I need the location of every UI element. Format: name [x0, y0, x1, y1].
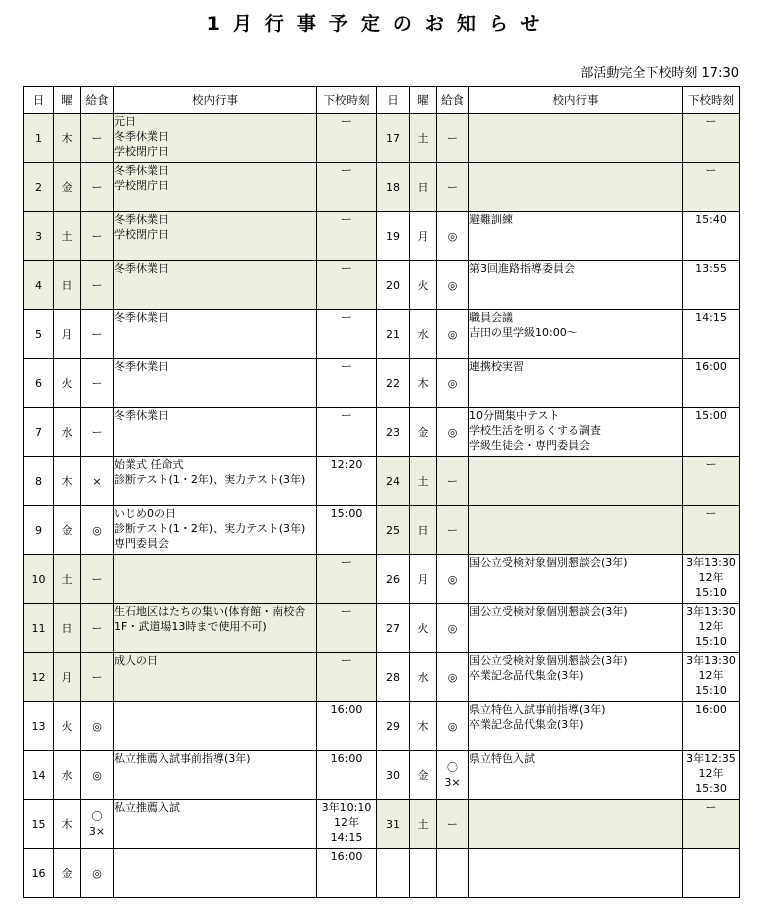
schedule-table: [23, 86, 740, 898]
day-cell: 11: [24, 604, 54, 653]
weekday-cell: 土: [410, 457, 437, 506]
day-cell: 22: [377, 359, 410, 408]
lunch-cell: ◎: [437, 653, 469, 702]
dismissal-time-cell: ー: [317, 555, 377, 604]
weekday-cell: 土: [54, 212, 81, 261]
day-cell: 29: [377, 702, 410, 751]
event-cell: 国公立受検対象個別懇談会(3年): [469, 604, 683, 653]
weekday-cell: 木: [410, 702, 437, 751]
header-lunch: 給食: [437, 87, 469, 114]
table-row: [24, 457, 740, 506]
header-dismissal: 下校時刻: [683, 87, 740, 114]
event-cell: [114, 702, 317, 751]
day-cell: 17: [377, 114, 410, 163]
weekday-cell: 土: [410, 800, 437, 849]
header-weekday: 曜: [54, 87, 81, 114]
event-cell: 県立特色入試: [469, 751, 683, 800]
table-row: [24, 212, 740, 261]
event-cell: 県立特色入試事前指導(3年) 卒業記念品代集金(3年): [469, 702, 683, 751]
table-row: [24, 408, 740, 457]
event-cell: 国公立受検対象個別懇談会(3年): [469, 555, 683, 604]
table-row: [24, 604, 740, 653]
table-row: [24, 653, 740, 702]
header-event: 校内行事: [469, 87, 683, 114]
table-row: [24, 751, 740, 800]
table-row: [24, 261, 740, 310]
header-event: 校内行事: [114, 87, 317, 114]
weekday-cell: 水: [54, 408, 81, 457]
dismissal-time-cell: 16:00: [317, 849, 377, 898]
weekday-cell: 月: [410, 212, 437, 261]
weekday-cell: 月: [54, 310, 81, 359]
event-cell: [469, 849, 683, 898]
weekday-cell: 土: [410, 114, 437, 163]
event-cell: [469, 506, 683, 555]
event-cell: 始業式 任命式 診断テスト(1・2年)、実力テスト(3年): [114, 457, 317, 506]
lunch-cell: ◎: [81, 751, 114, 800]
event-cell: 第3回進路指導委員会: [469, 261, 683, 310]
event-cell: 避難訓練: [469, 212, 683, 261]
weekday-cell: 水: [410, 653, 437, 702]
weekday-cell: 木: [54, 114, 81, 163]
dismissal-time-cell: ー: [317, 163, 377, 212]
dismissal-time-cell: ー: [317, 653, 377, 702]
lunch-cell: ー: [81, 261, 114, 310]
dismissal-time-cell: 16:00: [683, 359, 740, 408]
dismissal-time-cell: 15:00: [683, 408, 740, 457]
dismissal-time-cell: ー: [683, 163, 740, 212]
weekday-cell: 金: [410, 751, 437, 800]
event-cell: 私立推薦入試事前指導(3年): [114, 751, 317, 800]
event-cell: 10分間集中テスト 学校生活を明るくする調査 学級生徒会・専門委員会: [469, 408, 683, 457]
header-dismissal: 下校時刻: [317, 87, 377, 114]
lunch-cell: ー: [81, 653, 114, 702]
day-cell: 21: [377, 310, 410, 359]
lunch-cell: ー: [81, 408, 114, 457]
dismissal-time-cell: 16:00: [317, 751, 377, 800]
lunch-cell: ×: [81, 457, 114, 506]
weekday-cell: [410, 849, 437, 898]
day-cell: 14: [24, 751, 54, 800]
event-cell: [469, 457, 683, 506]
event-cell: [469, 800, 683, 849]
day-cell: 1: [24, 114, 54, 163]
header-day: 日: [24, 87, 54, 114]
event-cell: [469, 163, 683, 212]
weekday-cell: 木: [410, 359, 437, 408]
weekday-cell: 月: [54, 653, 81, 702]
lunch-cell: 〇 3×: [81, 800, 114, 849]
day-cell: 2: [24, 163, 54, 212]
dismissal-time-cell: 15:00: [317, 506, 377, 555]
table-row: [24, 506, 740, 555]
page-title: 1月行事予定のお知らせ: [206, 13, 553, 35]
lunch-cell: ◎: [81, 849, 114, 898]
dismissal-time-cell: ー: [317, 604, 377, 653]
table-row: [24, 702, 740, 751]
weekday-cell: 土: [54, 555, 81, 604]
dismissal-time-cell: 16:00: [683, 702, 740, 751]
event-cell: 冬季休業日 学校閉庁日: [114, 163, 317, 212]
day-cell: 28: [377, 653, 410, 702]
table-row: [24, 849, 740, 898]
day-cell: 12: [24, 653, 54, 702]
day-cell: 25: [377, 506, 410, 555]
event-cell: 元日 冬季休業日 学校閉庁日: [114, 114, 317, 163]
weekday-cell: 水: [410, 310, 437, 359]
table-row: [24, 114, 740, 163]
event-cell: 連携校実習: [469, 359, 683, 408]
dismissal-time-cell: 3年13:30 12年 15:10: [683, 555, 740, 604]
dismissal-time-cell: ー: [317, 359, 377, 408]
lunch-cell: ー: [437, 800, 469, 849]
weekday-cell: 月: [410, 555, 437, 604]
day-cell: 20: [377, 261, 410, 310]
weekday-cell: 金: [54, 506, 81, 555]
lunch-cell: ◎: [437, 359, 469, 408]
event-cell: [469, 114, 683, 163]
lunch-cell: ◎: [81, 702, 114, 751]
dismissal-time-cell: 12:20: [317, 457, 377, 506]
dismissal-time-cell: ー: [317, 261, 377, 310]
day-cell: 7: [24, 408, 54, 457]
dismissal-time-cell: 3年13:30 12年 15:10: [683, 653, 740, 702]
lunch-cell: [437, 849, 469, 898]
lunch-cell: ー: [437, 457, 469, 506]
lunch-cell: ◎: [437, 261, 469, 310]
day-cell: [377, 849, 410, 898]
weekday-cell: 火: [54, 702, 81, 751]
table-row: [24, 163, 740, 212]
dismissal-time-cell: ー: [683, 114, 740, 163]
lunch-cell: ー: [81, 114, 114, 163]
day-cell: 4: [24, 261, 54, 310]
club-dismissal-note: 部活動完全下校時刻 17:30: [580, 66, 739, 81]
event-cell: 国公立受検対象個別懇談会(3年) 卒業記念品代集金(3年): [469, 653, 683, 702]
dismissal-time-cell: 14:15: [683, 310, 740, 359]
weekday-cell: 火: [410, 604, 437, 653]
weekday-cell: 火: [410, 261, 437, 310]
lunch-cell: ー: [81, 604, 114, 653]
weekday-cell: 水: [54, 751, 81, 800]
day-cell: 9: [24, 506, 54, 555]
day-cell: 19: [377, 212, 410, 261]
day-cell: 26: [377, 555, 410, 604]
table-row: [24, 800, 740, 849]
event-cell: いじめ0の日 診断テスト(1・2年)、実力テスト(3年) 専門委員会: [114, 506, 317, 555]
weekday-cell: 金: [54, 163, 81, 212]
lunch-cell: ー: [81, 555, 114, 604]
dismissal-time-cell: 15:40: [683, 212, 740, 261]
event-cell: 冬季休業日: [114, 408, 317, 457]
day-cell: 13: [24, 702, 54, 751]
day-cell: 30: [377, 751, 410, 800]
dismissal-time-cell: 3年10:10 12年 14:15: [317, 800, 377, 849]
day-cell: 18: [377, 163, 410, 212]
day-cell: 27: [377, 604, 410, 653]
dismissal-time-cell: ー: [317, 212, 377, 261]
day-cell: 16: [24, 849, 54, 898]
event-cell: 成人の日: [114, 653, 317, 702]
day-cell: 15: [24, 800, 54, 849]
dismissal-time-cell: 3年12:35 12年 15:30: [683, 751, 740, 800]
day-cell: 3: [24, 212, 54, 261]
dismissal-time-cell: 3年13:30 12年 15:10: [683, 604, 740, 653]
weekday-cell: 日: [410, 506, 437, 555]
event-cell: 生石地区はたちの集い(体育館・南校舎1F・武道場13時まで使用不可): [114, 604, 317, 653]
day-cell: 6: [24, 359, 54, 408]
dismissal-time-cell: [683, 849, 740, 898]
lunch-cell: ー: [81, 359, 114, 408]
header-weekday: 曜: [410, 87, 437, 114]
dismissal-time-cell: 13:55: [683, 261, 740, 310]
lunch-cell: ー: [81, 212, 114, 261]
weekday-cell: 金: [410, 408, 437, 457]
header-day: 日: [377, 87, 410, 114]
day-cell: 10: [24, 555, 54, 604]
lunch-cell: ー: [437, 163, 469, 212]
event-cell: 冬季休業日: [114, 310, 317, 359]
lunch-cell: ◎: [437, 310, 469, 359]
dismissal-time-cell: ー: [683, 800, 740, 849]
event-cell: 冬季休業日: [114, 261, 317, 310]
table-row: [24, 555, 740, 604]
lunch-cell: ◎: [437, 212, 469, 261]
event-cell: 職員会議 吉田の里学級10:00～: [469, 310, 683, 359]
day-cell: 31: [377, 800, 410, 849]
lunch-cell: ◎: [437, 702, 469, 751]
event-cell: [114, 849, 317, 898]
dismissal-time-cell: ー: [317, 114, 377, 163]
table-row: [24, 310, 740, 359]
dismissal-time-cell: ー: [683, 506, 740, 555]
lunch-cell: ー: [437, 114, 469, 163]
lunch-cell: ◎: [437, 555, 469, 604]
weekday-cell: 金: [54, 849, 81, 898]
dismissal-time-cell: ー: [317, 310, 377, 359]
header-row: [24, 87, 740, 114]
lunch-cell: ◎: [81, 506, 114, 555]
lunch-cell: ー: [81, 310, 114, 359]
weekday-cell: 日: [410, 163, 437, 212]
weekday-cell: 日: [54, 604, 81, 653]
header-lunch: 給食: [81, 87, 114, 114]
day-cell: 24: [377, 457, 410, 506]
day-cell: 23: [377, 408, 410, 457]
dismissal-time-cell: 16:00: [317, 702, 377, 751]
lunch-cell: ◎: [437, 604, 469, 653]
weekday-cell: 日: [54, 261, 81, 310]
table-row: [24, 359, 740, 408]
dismissal-time-cell: ー: [683, 457, 740, 506]
event-cell: 私立推薦入試: [114, 800, 317, 849]
weekday-cell: 木: [54, 457, 81, 506]
day-cell: 5: [24, 310, 54, 359]
lunch-cell: ◎: [437, 408, 469, 457]
lunch-cell: ー: [81, 163, 114, 212]
day-cell: 8: [24, 457, 54, 506]
dismissal-time-cell: ー: [317, 408, 377, 457]
weekday-cell: 火: [54, 359, 81, 408]
lunch-cell: ー: [437, 506, 469, 555]
event-cell: 冬季休業日 学校閉庁日: [114, 212, 317, 261]
weekday-cell: 木: [54, 800, 81, 849]
event-cell: [114, 555, 317, 604]
lunch-cell: 〇 3×: [437, 751, 469, 800]
event-cell: 冬季休業日: [114, 359, 317, 408]
